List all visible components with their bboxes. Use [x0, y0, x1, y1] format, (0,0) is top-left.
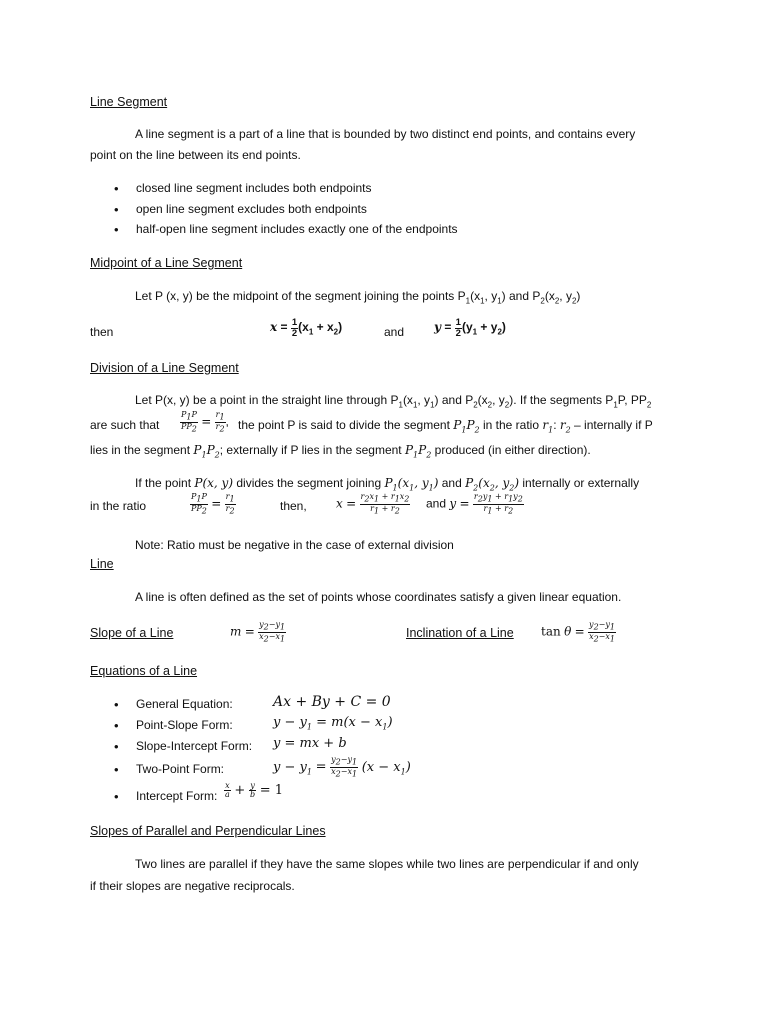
midpoint-let-text: Let P (x, y) be the midpoint of the segment joining the points $P_1(x_1$, $y_1$) and $P_2(x_2$, $y_2$)	[135, 289, 581, 306]
heading-inclination: Inclination of a Line	[406, 626, 514, 640]
eq-slope-intercept-formula: y = mx + b	[273, 736, 347, 751]
division-then: then,	[280, 499, 307, 513]
eq-two-point-label: • Two-Point Form:	[136, 762, 224, 776]
heading-parallel: Slopes of Parallel and Perpendicular Lines	[90, 824, 326, 838]
midpoint-then: then	[90, 325, 114, 339]
division-line-1: Let P(x, y) be a point in the straight line through $P_1(x_1$, $y_1$) and $P_2(x_2$, $y_2$). If the segments $P_1P$, $PP_2$	[135, 393, 652, 410]
eq-point-slope-formula: $y - y_1 = m(x - x_1)$	[273, 715, 393, 732]
slope-formula: m = $\frac{y_2-y_1}{x_2-x_1}$	[230, 620, 286, 644]
heading-midpoint: Midpoint of a Line Segment	[90, 256, 243, 270]
division-ratio-fraction-2: $\frac{P_1P}{PP_2}$ = $\frac{r_1}{r_2}$	[191, 492, 235, 516]
bullet-closed: • closed line segment includes both endpoints	[136, 181, 372, 195]
division-if-point: If the point P(x, y) divides the segment joining $P_1(x_1$, $y_1$) and $P_2(x_2$, $y_2$) internally or externally	[135, 476, 640, 493]
division-point-p-said: the point P is said to divide the segment $P_1P_2$ in the ratio $r_1$: $r_2$ – internally if P	[238, 418, 653, 435]
division-lies-in: lies in the segment $P_1P_2$; externally if P lies in the segment $P_1P_2$ produced (in either direction).	[90, 443, 591, 460]
division-note: Note: Ratio must be negative in the case of external division	[135, 538, 454, 552]
parallel-para-1: Two lines are parallel if they have the same slopes while two lines are perpendicular if and only	[135, 857, 639, 871]
eq-general-label: • General Equation:	[136, 697, 233, 711]
midpoint-x-formula: x = $\frac{1}{2}$ $(x_1 + x_2)$	[270, 317, 343, 339]
division-ratio-fraction: $\frac{P_1P}{PP_2}$ = $\frac{r_1}{r_2}$ ,	[181, 410, 229, 434]
division-x-formula: x = $\frac{r_2x_1 + r_1x_2}{r_1 + r_2}$	[336, 492, 410, 516]
midpoint-y-formula: y = $\frac{1}{2}$ $(y_1 + y_2)$	[434, 317, 506, 339]
division-are-such-that: are such that	[90, 418, 160, 432]
eq-general-formula: Ax + By + C = 0	[273, 694, 391, 710]
bullet-half-open: • half-open line segment includes exactly one of the endpoints	[136, 222, 458, 236]
line-segment-para-2: point on the line between its end points.	[90, 148, 301, 162]
eq-slope-intercept-label: • Slope-Intercept Form:	[136, 739, 252, 753]
midpoint-and: and	[384, 325, 405, 339]
eq-two-point-formula: $y - y_1$ = $\frac{y_2-y_1}{x_2-x_1}$ $(x - x_1)$	[273, 755, 411, 779]
line-para: A line is often defined as the set of points whose coordinates satisfy a given linear equation.	[135, 590, 622, 604]
division-y-formula: and y = $\frac{r_2y_1 + r_1y_2}{r_1 + r_2}$	[426, 492, 523, 516]
heading-slope: Slope of a Line	[90, 626, 174, 640]
division-in-ratio-2: in the ratio	[90, 499, 147, 513]
heading-line: Line	[90, 557, 114, 571]
inclination-formula: tan θ = $\frac{y_2-y_1}{x_2-x_1}$	[541, 620, 615, 644]
heading-equations: Equations of a Line	[90, 664, 198, 678]
line-segment-para-1: A line segment is a part of a line that is bounded by two distinct end points, and contains every	[135, 127, 636, 141]
parallel-para-2: if their slopes are negative reciprocals.	[90, 879, 295, 893]
eq-intercept-label: • Intercept Form:	[136, 789, 217, 803]
bullet-open: • open line segment excludes both endpoints	[136, 202, 367, 216]
heading-line-segment: Line Segment	[90, 95, 168, 109]
heading-division: Division of a Line Segment	[90, 361, 239, 375]
eq-point-slope-label: • Point-Slope Form:	[136, 718, 233, 732]
eq-intercept-formula: $\frac{x}{a}$ + $\frac{y}{b}$ = 1	[225, 781, 283, 800]
